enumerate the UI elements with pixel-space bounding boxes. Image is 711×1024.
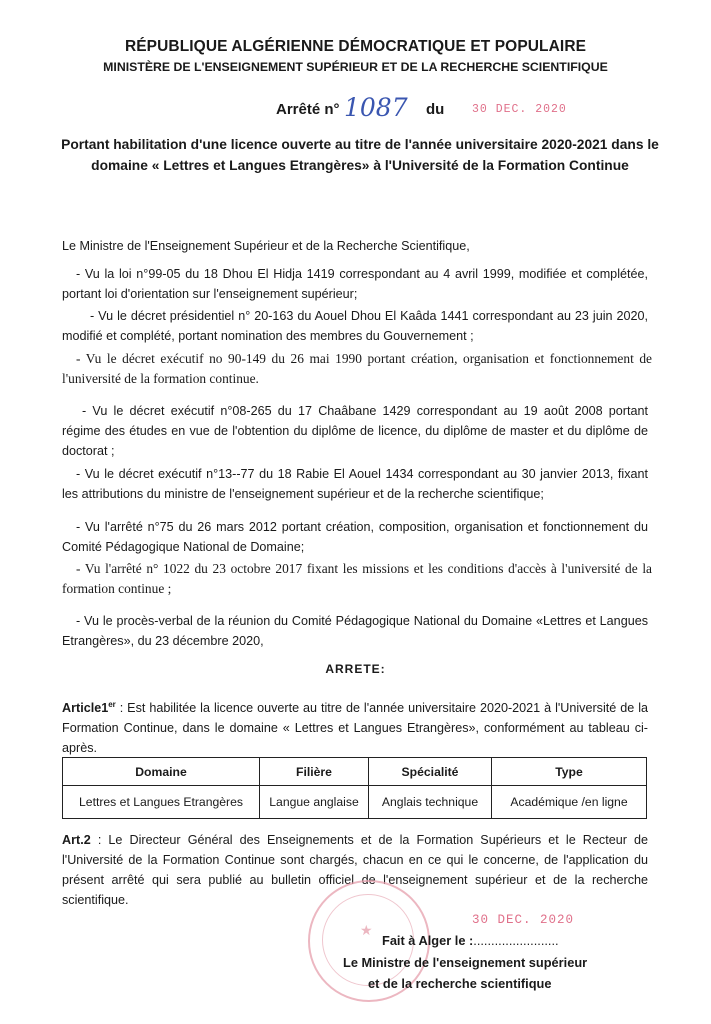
republic-header: RÉPUBLIQUE ALGÉRIENNE DÉMOCRATIQUE ET POPULAIRE — [124, 38, 587, 55]
signature-title-line-1: Le Ministre de l'enseignement supérieur — [343, 955, 588, 970]
signature-place-date: Fait à Alger le :........................ — [382, 933, 559, 948]
arrete-date-stamp: 30 DEC. 2020 — [472, 103, 567, 116]
table-cell: Anglais technique — [369, 786, 492, 819]
preamble-intro: Le Ministre de l'Enseignement Supérieur et de la Recherche Scientifique, — [62, 239, 470, 253]
subject-title: Portant habilitation d'une licence ouverte au titre de l'année universitaire 2020-2021 dans le domaine « Lettres et Langues Etrangères» à l'Université de la Formation Continue — [61, 137, 659, 173]
table-header: Filière — [260, 758, 369, 786]
preamble-vu-4: - Vu le décret exécutif n°08-265 du 17 Chaâbane 1429 correspondant au 19 août 2008 portant régime des études en vue de l'obtention du diplôme de licence, du diplôme de master et du diplôme de doctorat ; — [62, 404, 648, 458]
arrete-du: du — [426, 101, 445, 118]
table-cell: Lettres et Langues Etrangères — [63, 786, 260, 819]
table-header: Domaine — [63, 758, 260, 786]
arrete-decision-title: ARRETE: — [325, 662, 386, 676]
seal-star-icon: ★ — [360, 922, 373, 938]
preamble-vu-7: - Vu l'arrêté n° 1022 du 23 octobre 2017 fixant les missions et les conditions d'accès à l'université de la formation continue ; — [62, 561, 652, 596]
preamble-vu-8: - Vu le procès-verbal de la réunion du Comité Pédagogique National du Domaine «Lettres et Langues Etrangères», du 23 décembre 2020, — [62, 614, 648, 648]
table-header: Spécialité — [369, 758, 492, 786]
preamble-vu-3: - Vu le décret exécutif no 90-149 du 26 mai 1990 portant création, organisation et fonctionnement de l'université de la formation continue. — [62, 351, 652, 386]
preamble-vu-6: - Vu l'arrêté n°75 du 26 mars 2012 portant création, composition, organisation et fonctionnement du Comité Pédagogique National de Domaine; — [62, 520, 648, 554]
table-header-row — [63, 758, 647, 786]
article-1 — [62, 695, 648, 758]
arrete-label: Arrêté n° — [276, 101, 340, 118]
article-1-label: Article1er — [62, 700, 116, 716]
preamble-vu-2: - Vu le décret présidentiel n° 20-163 du Aouel Dhou El Kaâda 1441 correspondant au 23 juin 2020, modifié et complété, portant nomination des membres du Gouvernement ; — [62, 309, 648, 343]
table-row — [63, 786, 647, 819]
habilitation-table — [62, 757, 647, 819]
arrete-heading — [0, 95, 711, 125]
table-header: Type — [492, 758, 647, 786]
article-2-text: : Le Directeur Général des Enseignements et de la Formation Supérieurs et le Recteur de l'Université de la Formation Continue sont chargés, chacun en ce qui le concerne, de l'application du présent arrêté qui sera publié au bulletin officiel de l'enseignement supérieur et de la recherche scientifique. — [62, 833, 648, 907]
ministry-header: MINISTÈRE DE L'ENSEIGNEMENT SUPÉRIEUR ET DE LA RECHERCHE SCIENTIFIQUE — [103, 60, 608, 74]
article-2-label: Art.2 — [62, 833, 91, 847]
signature-date-stamp: 30 DEC. 2020 — [472, 913, 575, 927]
preamble-vu-1: - Vu la loi n°99-05 du 18 Dhou El Hidja 1419 correspondant au 4 avril 1999, modifiée et complétée, portant loi d'orientation sur l'enseignement supérieur; — [62, 267, 648, 301]
signature-title-line-2: et de la recherche scientifique — [368, 976, 552, 991]
arrete-number: 1087 — [344, 93, 408, 122]
article-1-text: : Est habilitée la licence ouverte au titre de l'année universitaire 2020-2021 à l'Université de la Formation Continue, dans le domaine « Lettres et Langues Etrangères», conformément au tableau ci-après. — [62, 701, 648, 756]
table-cell: Académique /en ligne — [492, 786, 647, 819]
table-cell: Langue anglaise — [260, 786, 369, 819]
preamble-vu-5: - Vu le décret exécutif n°13--77 du 18 Rabie El Aouel 1434 correspondant au 30 janvier 2013, fixant les attributions du ministre de l'enseignement supérieur et de la recherche scientifique; — [62, 467, 648, 501]
